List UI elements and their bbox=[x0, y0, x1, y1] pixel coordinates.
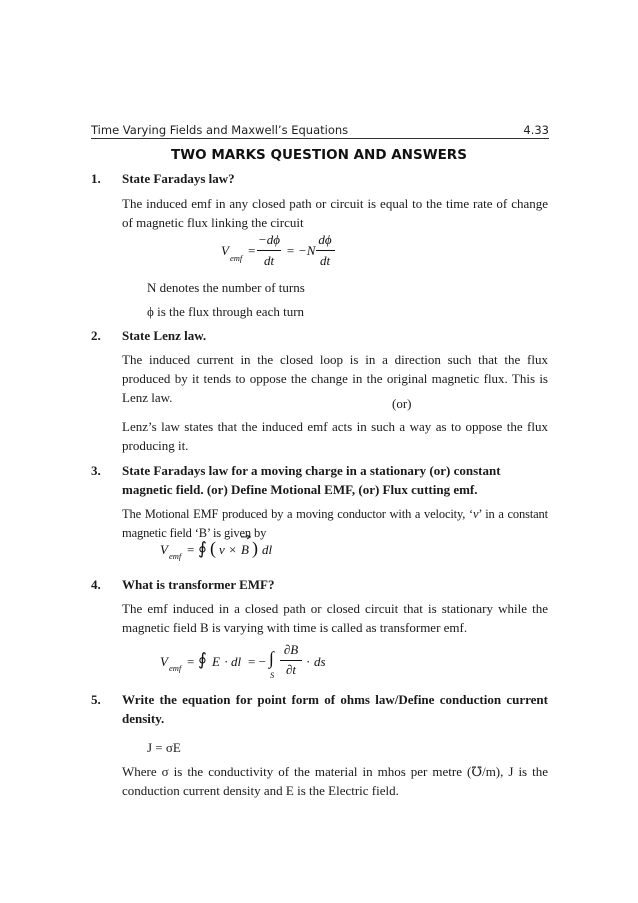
answer-3 bbox=[122, 505, 548, 543]
eq1-lhs: V bbox=[221, 243, 229, 258]
question-3: State Faradays law for a moving charge in a stationary (or) constant magnetic field. (or) Define Motional EMF, (or) Flux cutting emf. bbox=[122, 463, 501, 497]
eq3-right-paren: ) bbox=[252, 538, 258, 558]
closed-integral-icon: ∮ bbox=[198, 650, 207, 669]
running-header bbox=[91, 121, 549, 137]
eq1-lhs-sub: emf bbox=[230, 253, 243, 263]
eq4-surface-s: S bbox=[270, 670, 275, 680]
question-5: Write the equation for point form of ohms law/Define conduction current density. bbox=[122, 692, 548, 726]
eq3-dl: dl bbox=[262, 542, 273, 557]
eq4-fraction-bar bbox=[280, 660, 302, 661]
eq1-fraction-bar-2 bbox=[316, 250, 335, 251]
eq1-fraction-bar-1 bbox=[257, 250, 281, 251]
eq1-num1: −dϕ bbox=[257, 232, 280, 247]
header-rule bbox=[91, 138, 549, 139]
question-number-3: 3. bbox=[91, 463, 101, 478]
eq1-minus-n: = −N bbox=[286, 243, 316, 258]
answer-3-part-a: The Motional EMF produced by a moving conductor with a velocity, ‘ bbox=[122, 507, 474, 521]
integral-icon: ∫ bbox=[269, 648, 274, 668]
eq4-lhs-sub: emf bbox=[169, 663, 182, 673]
answer-5: Where σ is the conductivity of the material in mhos per metre (℧/m), J is the conduction current density and E is the Electric field. bbox=[122, 764, 548, 798]
eq4-numerator: ∂B bbox=[283, 642, 299, 657]
question-number-2: 2. bbox=[91, 328, 101, 343]
question-number-1: 1. bbox=[91, 171, 101, 186]
page-number: 4.33 bbox=[523, 123, 549, 137]
answer-1: The induced emf in any closed path or circuit is equal to the time rate of change of magnetic flux linking the circuit bbox=[122, 196, 548, 230]
eq4-equals-minus: = − bbox=[248, 654, 266, 669]
eq3-cross: × bbox=[229, 542, 237, 557]
eq4-denominator: ∂t bbox=[285, 662, 297, 677]
eq4-ds: ds bbox=[314, 654, 326, 669]
note-turns: N denotes the number of turns bbox=[147, 280, 305, 295]
or-separator: (or) bbox=[392, 396, 412, 411]
velocity-symbol: v bbox=[473, 507, 479, 521]
eq1-num2: dϕ bbox=[318, 232, 332, 247]
ohms-law-equation: J = σE bbox=[147, 740, 181, 755]
question-2: State Lenz law. bbox=[122, 328, 207, 343]
eq4-dot-2: · bbox=[306, 654, 311, 669]
answer-4: The emf induced in a closed path or closed circuit that is stationary while the magnetic field B is varying with time is called as transformer emf. bbox=[122, 601, 548, 635]
eq1-den2: dt bbox=[319, 253, 331, 268]
question-number-4: 4. bbox=[91, 577, 101, 592]
eq4-dl: dl bbox=[231, 654, 242, 669]
answer-2: The induced current in the closed loop is in a direction such that the flux produced by it tends to oppose the change in the original magnetic flux. This is Lenz law. bbox=[122, 352, 548, 405]
eq3-lhs: V bbox=[160, 542, 168, 557]
question-4: What is transformer EMF? bbox=[122, 577, 275, 592]
question-number-5: 5. bbox=[91, 692, 101, 707]
note-flux: ϕ is the flux through each turn bbox=[147, 304, 305, 319]
closed-integral-icon: ∮ bbox=[198, 539, 207, 558]
eq3-field-b: B bbox=[241, 542, 249, 557]
eq3-equals: = bbox=[187, 542, 195, 557]
eq3-left-paren: ( bbox=[210, 538, 216, 558]
eq4-dot-1: · bbox=[224, 654, 229, 669]
answer-3-part-b: ’ in a constant magnetic field ‘B’ is given by bbox=[122, 507, 548, 540]
eq3-lhs-sub: emf bbox=[169, 551, 182, 561]
eq3-velocity: v bbox=[219, 542, 225, 557]
eq4-e-field: E bbox=[212, 654, 220, 669]
chapter-title: Time Varying Fields and Maxwell’s Equations bbox=[91, 123, 349, 137]
vector-arrow-icon bbox=[240, 534, 252, 540]
eq1-equals: = bbox=[248, 243, 256, 258]
eq4-lhs: V bbox=[160, 654, 168, 669]
eq4-equals: = bbox=[187, 654, 195, 669]
question-1: State Faradays law? bbox=[122, 171, 235, 186]
answer-2-alternate: Lenz’s law states that the induced emf acts in such a way as to oppose the flux producing it. bbox=[122, 419, 548, 453]
eq1-den1: dt bbox=[263, 253, 275, 268]
section-title: TWO MARKS QUESTION AND ANSWERS bbox=[171, 147, 467, 163]
